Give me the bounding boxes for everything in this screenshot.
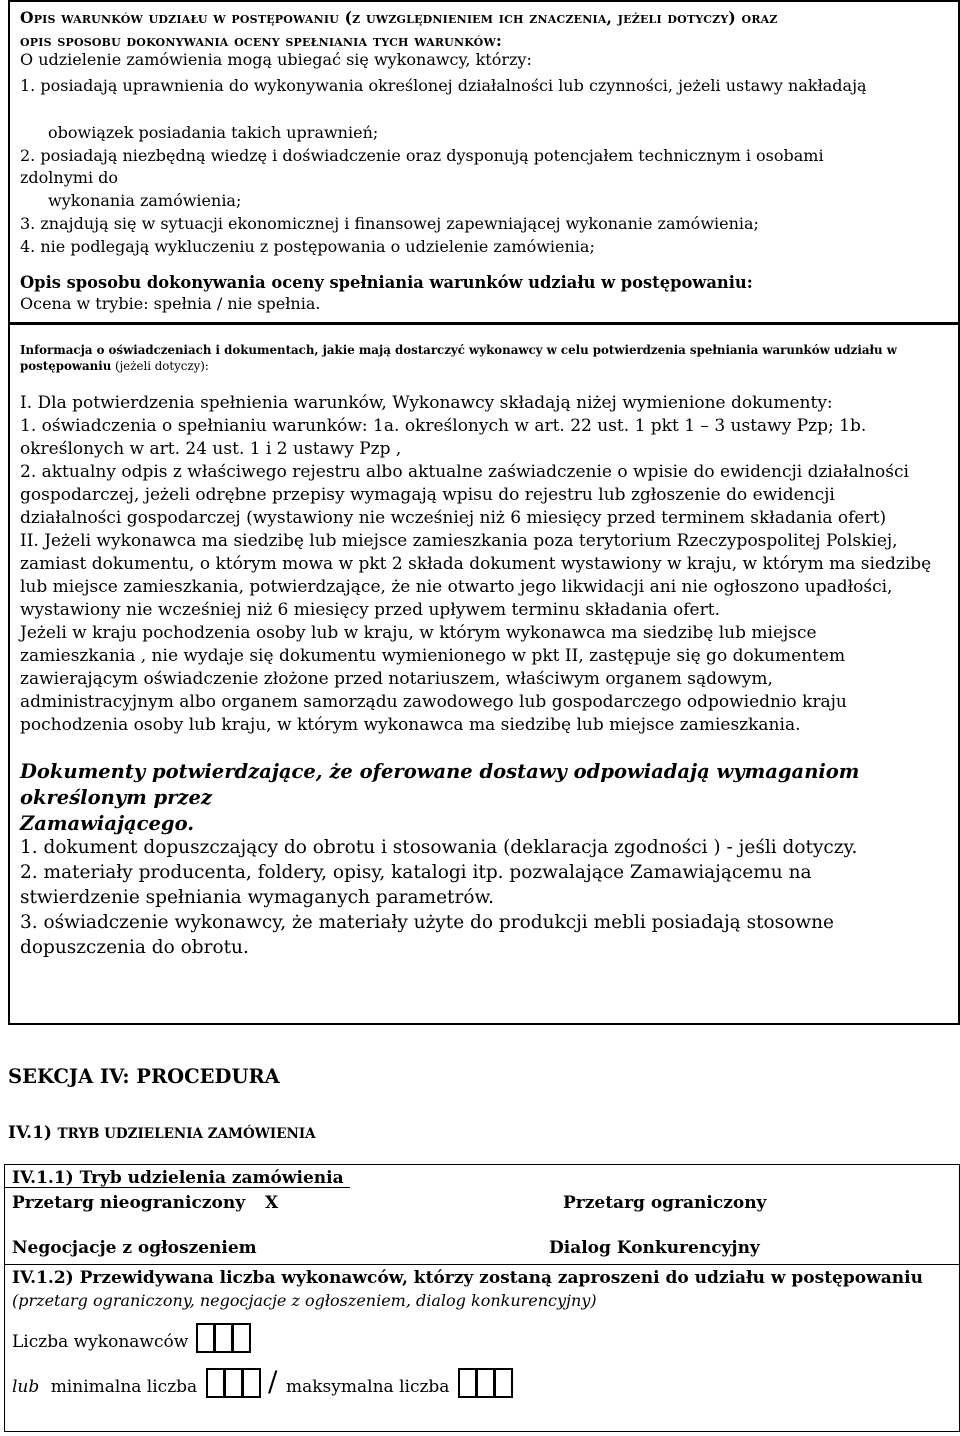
- required-doc-3b: dopuszczenia do obrotu.: [20, 937, 249, 958]
- min-count-label: minimalna liczba: [50, 1377, 198, 1397]
- doc-line-13: zawierającym oświadczenie złożone przed notariuszem, właściwym organem sądowym,: [20, 669, 773, 689]
- option-open-tender-label: Przetarg nieograniczony: [12, 1193, 246, 1213]
- option-restricted-tender: Przetarg ograniczony: [563, 1193, 767, 1213]
- digit-box[interactable]: [476, 1368, 495, 1398]
- required-doc-2b: stwierdzenie spełniania wymaganych parametrów.: [20, 887, 494, 908]
- option-open-tender: [12, 1193, 278, 1213]
- doc-line-3: określonych w art. 24 ust. 1 i 2 ustawy Pzp ,: [20, 439, 402, 459]
- required-docs-title-1: Dokumenty potwierdzające, że oferowane dostawy odpowiadają wymaganiom: [20, 760, 860, 783]
- section-iv1-number: IV.1): [8, 1123, 52, 1143]
- doc-line-10: wystawiony nie wcześniej niż 6 miesięcy przed upływem terminu składania ofert.: [20, 600, 720, 620]
- documents-info-line2: [20, 359, 209, 373]
- digit-box[interactable]: [458, 1368, 477, 1398]
- doc-line-6: działalności gospodarczej (wystawiony nie wcześniej niż 6 miesięcy przed terminem składania ofert): [20, 508, 887, 528]
- documents-info-line2-rest: (jeżeli dotyczy):: [111, 359, 209, 373]
- option-negotiated: Negocjacje z ogłoszeniem: [12, 1238, 257, 1258]
- required-docs-title-3: Zamawiającego.: [20, 812, 195, 835]
- condition-2c: wykonania zamówienia;: [48, 191, 242, 210]
- required-doc-2a: 2. materiały producenta, foldery, opisy, katalogi itp. pozwalające Zamawiającemu na: [20, 862, 812, 883]
- condition-2a: 2. posiadają niezbędną wiedzę i doświadczenie oraz dysponują potencjałem technicznym i osobami: [20, 146, 824, 165]
- conditions-heading-line2: opis sposobu dokonywania oceny spełniania tych warunków:: [20, 31, 502, 50]
- digit-box[interactable]: [214, 1323, 233, 1353]
- required-doc-1: 1. dokument dopuszczający do obrotu i stosowania (deklaracja zgodności ) - jeśli dotyczy.: [20, 837, 858, 858]
- evaluation-method-title: Opis sposobu dokonywania oceny spełniania warunków udziału w postępowaniu:: [20, 273, 753, 292]
- doc-line-7: II. Jeżeli wykonawca ma siedzibę lub miejsce zamieszkania poza terytorium Rzeczypospolitej Polskiej,: [20, 531, 898, 551]
- option-open-tender-mark: X: [265, 1193, 279, 1213]
- option-competitive-dialogue: Dialog Konkurencyjny: [549, 1238, 760, 1258]
- condition-3: 3. znajdują się w sytuacji ekonomicznej i finansowej zapewniającej wykonanie zamówienia;: [20, 214, 759, 233]
- contractor-count-title: IV.1.2) Przewidywana liczba wykonawców, którzy zostaną zaproszeni do udziału w postępowaniu: [12, 1268, 923, 1288]
- doc-line-14: administracyjnym albo organem samorządu zawodowego lub gospodarczego odpowiednio kraju: [20, 692, 847, 712]
- condition-1b: obowiązek posiadania takich uprawnień;: [48, 123, 379, 142]
- min-count-boxes[interactable]: [206, 1368, 260, 1398]
- condition-2b: zdolnymi do: [20, 168, 119, 187]
- required-doc-3a: 3. oświadczenie wykonawcy, że materiały użyte do produkcji mebli posiadają stosowne: [20, 912, 834, 933]
- required-docs-title-2: określonym przez: [20, 786, 212, 809]
- condition-1a: 1. posiadają uprawnienia do wykonywania określonej działalności lub czynności, jeżeli ustawy nakładają: [20, 76, 867, 95]
- procedure-title-underline: [4, 1187, 350, 1188]
- evaluation-method-value: Ocena w trybie: spełnia / nie spełnia.: [20, 294, 321, 313]
- section-iv-title: SEKCJA IV: PROCEDURA: [8, 1065, 280, 1088]
- doc-line-9: lub miejsce zamieszkania, potwierdzające, że nie otwarto jego likwidacji ani nie ogłoszono upadłości,: [20, 577, 893, 597]
- digit-box[interactable]: [224, 1368, 243, 1398]
- max-count-label: maksymalna liczba: [286, 1377, 450, 1397]
- conditions-intro: O udzielenie zamówienia mogą ubiegać się wykonawcy, którzy:: [20, 50, 532, 69]
- contractor-count-label: Liczba wykonawców: [12, 1332, 189, 1352]
- doc-line-1: I. Dla potwierdzenia spełnienia warunków, Wykonawcy składają niżej wymienione dokumenty:: [20, 393, 833, 413]
- doc-line-15: pochodzenia osoby lub kraju, w którym wykonawca ma siedzibę lub miejsce zamieszkania.: [20, 715, 801, 735]
- min-max-row: [12, 1377, 197, 1397]
- conditions-heading-line1: Opis warunków udziału w postępowaniu (z uwzględnieniem ich znaczenia, jeżeli dotyczy) oraz: [20, 8, 778, 27]
- section-iv1-heading: [8, 1123, 316, 1143]
- doc-line-11: Jeżeli w kraju pochodzenia osoby lub w kraju, w którym wykonawca ma siedzibę lub miejsce: [20, 623, 817, 643]
- doc-line-8: zamiast dokumentu, o którym mowa w pkt 2 składa dokument wystawiony w kraju, w którym ma siedzibę: [20, 554, 932, 574]
- doc-line-2: 1. oświadczenia o spełnianiu warunków: 1a. określonych w art. 22 ust. 1 pkt 1 – 3 ustawy Pzp; 1b.: [20, 416, 867, 436]
- doc-line-4: 2. aktualny odpis z właściwego rejestru albo aktualne zaświadczenie o wpisie do ewidencji działalności: [20, 462, 909, 482]
- doc-line-5: gospodarczej, jeżeli odrębne przepisy wymagają wpisu do rejestru lub zgłoszenie do ewidencji: [20, 485, 835, 505]
- contractor-count-note: (przetarg ograniczony, negocjacje z ogłoszeniem, dialog konkurencyjny): [12, 1291, 597, 1310]
- digit-box[interactable]: [232, 1323, 251, 1353]
- min-max-separator: /: [268, 1365, 278, 1398]
- documents-info-line1: Informacja o oświadczeniach i dokumentach, jakie mają dostarczyć wykonawcy w celu potwierdzenia spełniania warunków udziału w: [20, 343, 897, 357]
- contractor-count-boxes[interactable]: [196, 1323, 250, 1353]
- or-label: lub: [12, 1377, 40, 1397]
- procedure-type-title: IV.1.1) Tryb udzielenia zamówienia: [12, 1168, 344, 1188]
- digit-box[interactable]: [196, 1323, 215, 1353]
- section-iv1-text: TRYB UDZIELENIA ZAMÓWIENIA: [57, 1126, 316, 1142]
- max-count-boxes[interactable]: [458, 1368, 512, 1398]
- doc-line-12: zamieszkania , nie wydaje się dokumentu wymienionego w pkt II, zastępuje się go dokumentem: [20, 646, 846, 666]
- documents-info-line2-bold: postępowaniu: [20, 359, 112, 373]
- condition-4: 4. nie podlegają wykluczeniu z postępowania o udzielenie zamówienia;: [20, 237, 595, 256]
- digit-box[interactable]: [494, 1368, 513, 1398]
- digit-box[interactable]: [206, 1368, 225, 1398]
- digit-box[interactable]: [242, 1368, 261, 1398]
